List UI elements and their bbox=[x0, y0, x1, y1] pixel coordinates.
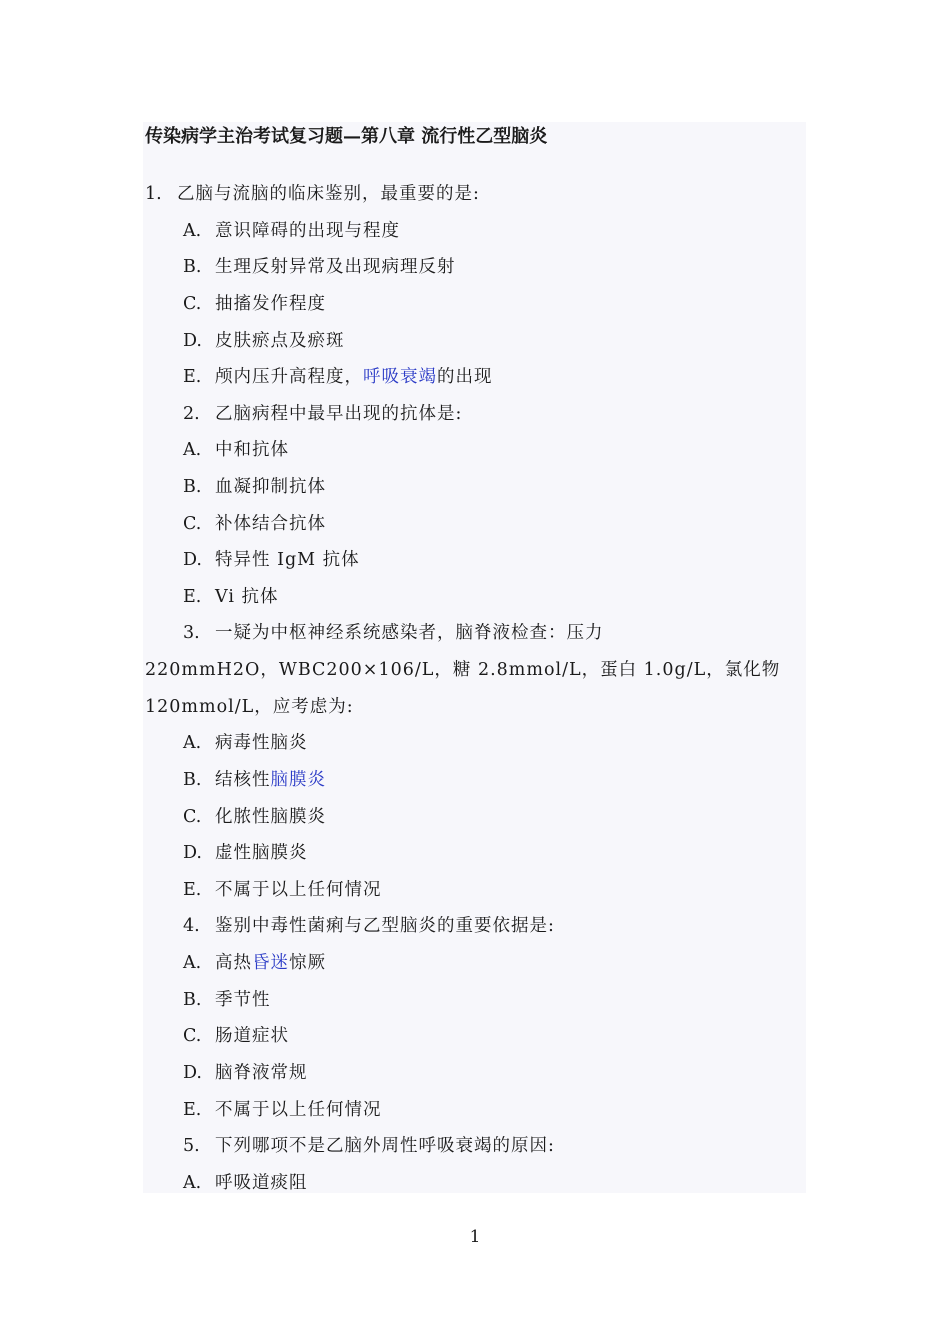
q2-option-d bbox=[183, 548, 360, 572]
q3-option-e bbox=[183, 878, 382, 902]
q2-option-b bbox=[183, 475, 326, 499]
q4-option-b bbox=[183, 988, 271, 1012]
option-text: 特异性 IgM 抗体 bbox=[215, 550, 360, 570]
question-2 bbox=[183, 402, 462, 426]
page-number: 1 bbox=[469, 1227, 481, 1247]
option-text: 肠道症状 bbox=[215, 1026, 289, 1046]
q4-option-a bbox=[183, 951, 326, 975]
document-title: 传染病学主治考试复习题—第八章 流行性乙型脑炎 bbox=[145, 126, 548, 147]
q2-option-a bbox=[183, 438, 289, 462]
question-text: 乙脑与流脑的临床鉴别，最重要的是: bbox=[177, 184, 480, 204]
question-text: 下列哪项不是乙脑外周性呼吸衰竭的原因: bbox=[215, 1136, 555, 1156]
option-label: A. bbox=[183, 1173, 202, 1193]
option-text: 生理反射异常及出现病理反射 bbox=[215, 257, 456, 277]
q3-option-d bbox=[183, 841, 308, 865]
q1-option-e bbox=[183, 365, 493, 389]
option-text: 颅内压升高程度， bbox=[215, 367, 363, 387]
question-number: 2. bbox=[183, 404, 200, 424]
option-text: Vi 抗体 bbox=[215, 587, 279, 607]
question-number: 3. bbox=[183, 623, 200, 643]
option-text: 意识障碍的出现与程度 bbox=[215, 221, 400, 241]
option-label: C. bbox=[183, 1026, 202, 1046]
option-text: 皮肤瘀点及瘀斑 bbox=[215, 331, 345, 351]
option-label: E. bbox=[183, 1100, 202, 1120]
option-text: 中和抗体 bbox=[215, 440, 289, 460]
term-link[interactable]: 昏迷 bbox=[252, 953, 289, 973]
option-text: 虚性脑膜炎 bbox=[215, 843, 308, 863]
question-3-line-3: 120mmol/L，应考虑为: bbox=[145, 697, 354, 717]
question-text: 一疑为中枢神经系统感染者，脑脊液检查：压力 bbox=[215, 623, 604, 643]
term-link[interactable]: 呼吸衰竭 bbox=[363, 367, 437, 387]
question-3-line-2: 220mmH2O，WBC200×106/L，糖 2.8mmol/L，蛋白 1.0g/L，氯化物 bbox=[145, 660, 781, 680]
option-label: B. bbox=[183, 257, 202, 277]
q5-option-a bbox=[183, 1171, 308, 1195]
q3-option-a bbox=[183, 731, 308, 755]
question-5 bbox=[183, 1134, 555, 1158]
question-number: 4. bbox=[183, 916, 200, 936]
option-label: D. bbox=[183, 843, 202, 863]
q1-option-a bbox=[183, 219, 400, 243]
option-label: A. bbox=[183, 733, 202, 753]
option-label: D. bbox=[183, 550, 202, 570]
option-label: D. bbox=[183, 331, 202, 351]
option-text: 惊厥 bbox=[289, 953, 326, 973]
option-label: D. bbox=[183, 1063, 202, 1083]
option-text: 抽搐发作程度 bbox=[215, 294, 326, 314]
q2-option-c bbox=[183, 512, 326, 536]
option-text: 脑脊液常规 bbox=[215, 1063, 308, 1083]
option-text: 不属于以上任何情况 bbox=[215, 1100, 382, 1120]
question-3 bbox=[183, 621, 604, 645]
q3-option-c bbox=[183, 805, 326, 829]
q4-option-e bbox=[183, 1098, 382, 1122]
question-number: 5. bbox=[183, 1136, 200, 1156]
option-label: B. bbox=[183, 990, 202, 1010]
option-label: C. bbox=[183, 514, 202, 534]
option-label: B. bbox=[183, 770, 202, 790]
option-text: 血凝抑制抗体 bbox=[215, 477, 326, 497]
option-text: 补体结合抗体 bbox=[215, 514, 326, 534]
option-text: 高热 bbox=[215, 953, 252, 973]
question-4 bbox=[183, 914, 555, 938]
option-label: E. bbox=[183, 587, 202, 607]
option-label: A. bbox=[183, 953, 202, 973]
option-label: B. bbox=[183, 477, 202, 497]
option-label: C. bbox=[183, 294, 202, 314]
question-number: 1. bbox=[145, 184, 162, 204]
option-label: C. bbox=[183, 807, 202, 827]
option-label: A. bbox=[183, 440, 202, 460]
q4-option-d bbox=[183, 1061, 308, 1085]
q1-option-c bbox=[183, 292, 326, 316]
q1-option-b bbox=[183, 255, 456, 279]
option-label: A. bbox=[183, 221, 202, 241]
q2-option-e bbox=[183, 585, 279, 609]
option-text: 病毒性脑炎 bbox=[215, 733, 308, 753]
q4-option-c bbox=[183, 1024, 289, 1048]
option-text: 的出现 bbox=[437, 367, 493, 387]
option-text: 化脓性脑膜炎 bbox=[215, 807, 326, 827]
option-label: E. bbox=[183, 367, 202, 387]
option-text: 不属于以上任何情况 bbox=[215, 880, 382, 900]
question-1 bbox=[145, 182, 480, 206]
option-text: 季节性 bbox=[215, 990, 271, 1010]
term-link[interactable]: 脑膜炎 bbox=[270, 770, 326, 790]
q1-option-d bbox=[183, 329, 345, 353]
q3-option-b bbox=[183, 768, 326, 792]
question-text: 鉴别中毒性菌痢与乙型脑炎的重要依据是: bbox=[215, 916, 555, 936]
option-label: E. bbox=[183, 880, 202, 900]
option-text: 结核性 bbox=[215, 770, 271, 790]
question-text: 乙脑病程中最早出现的抗体是: bbox=[215, 404, 463, 424]
option-text: 呼吸道痰阻 bbox=[215, 1173, 308, 1193]
